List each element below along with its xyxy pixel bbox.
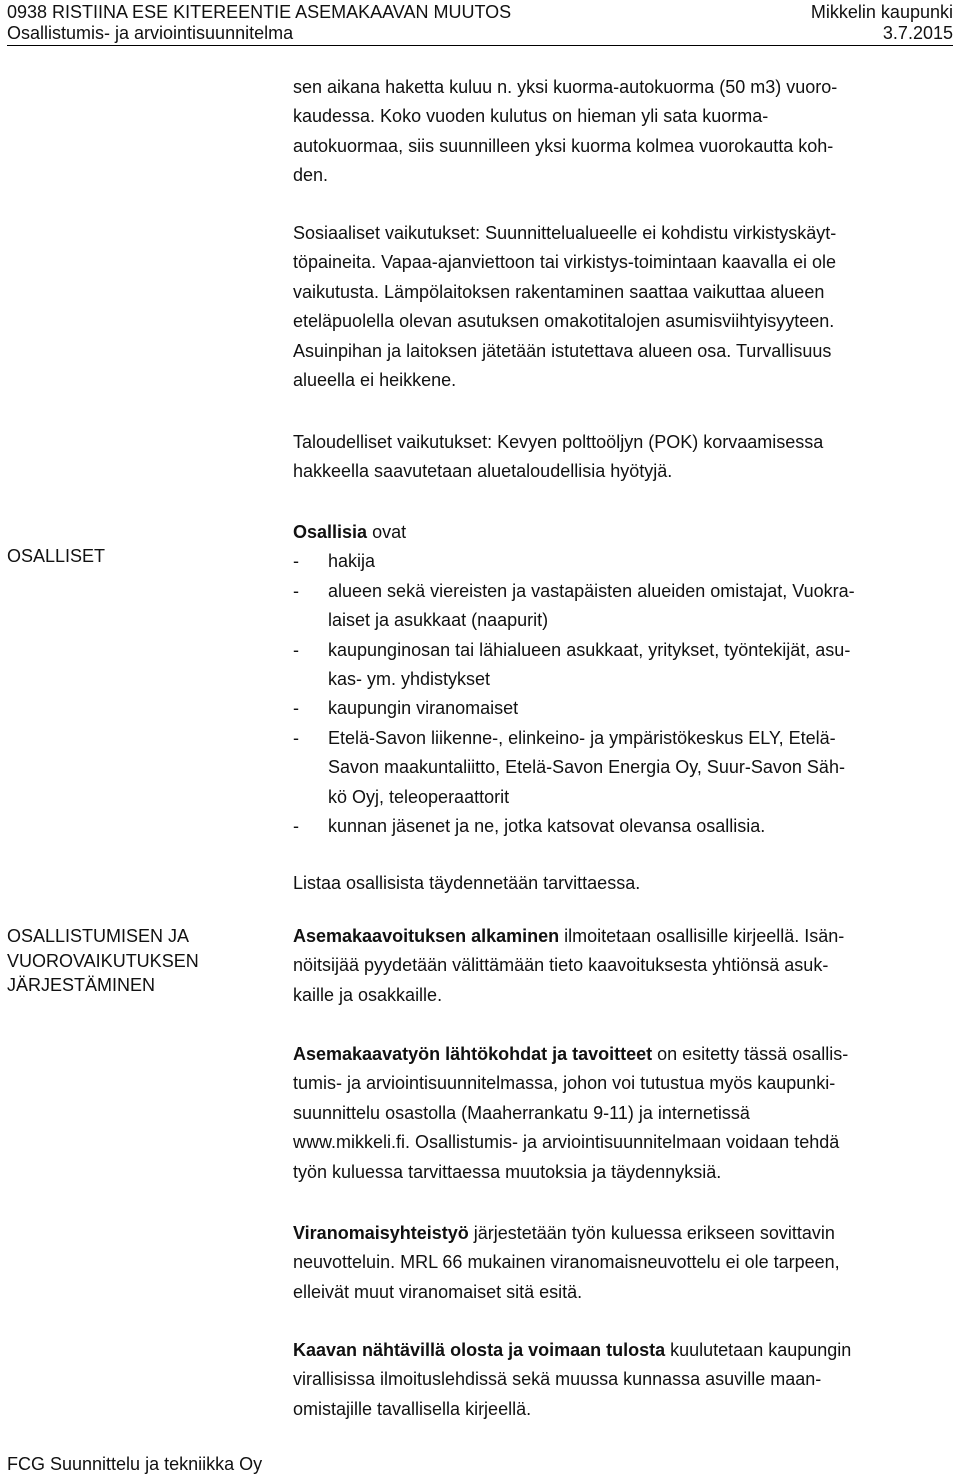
text-line: elleivät muut viranomaiset sitä esitä. bbox=[293, 1281, 583, 1302]
text-line: alueella ei heikkene. bbox=[293, 370, 457, 391]
text-line: Asemakaavatyön lähtökohdat ja tavoitteet on esitetty tässä osallis- bbox=[293, 1044, 849, 1064]
text-line: www.mikkeli.fi. Osallistumis- ja arviointisuunnitelmaan voidaan tehdä bbox=[293, 1132, 840, 1153]
text-line: töpaineita. Vapaa-ajanviettoon tai virkistys-toimintaan kaavalla ei ole bbox=[293, 252, 836, 273]
text-line: hakkeella saavutetaan aluetaloudellisia hyötyjä. bbox=[293, 461, 673, 482]
list-item: - kaupungin viranomaiset bbox=[293, 698, 519, 719]
document-subtitle: Osallistumis- ja arviointisuunnitelma bbox=[7, 23, 294, 43]
text-line: Viranomaisyhteistyö järjestetään työn kuluessa erikseen sovittavin bbox=[293, 1223, 835, 1243]
osalliset-heading: Osallisia ovat bbox=[293, 522, 407, 542]
text-line: työn kuluessa tarvittaessa muutoksia ja täydennyksiä. bbox=[293, 1161, 722, 1182]
text-line: Sosiaaliset vaikutukset: Suunnittelualueelle ei kohdistu virkistyskäyt- bbox=[293, 223, 837, 243]
page-header bbox=[7, 0, 953, 46]
list-item: - kunnan jäsenet ja ne, jotka katsovat olevansa osallisia. bbox=[293, 816, 766, 837]
osalliset-list bbox=[293, 518, 960, 841]
text-line: neuvotteluin. MRL 66 mukainen viranomaisneuvottelu ei ole tarpeen, bbox=[293, 1252, 840, 1273]
text-line: omistajille tavallisella kirjeellä. bbox=[293, 1398, 532, 1419]
social-impacts-term: Sosiaaliset vaikutukset bbox=[293, 223, 476, 243]
text-line: sen aikana haketta kuluu n. yksi kuorma-autokuorma (50 m3) vuoro- bbox=[293, 77, 838, 97]
text-line: kaille ja osakkaille. bbox=[293, 984, 443, 1005]
participation-paragraph-4 bbox=[293, 1336, 960, 1424]
list-item: - kaupunginosan tai lähialueen asukkaat, yritykset, työntekijät, asu- kas- ym. yhdistykset bbox=[293, 639, 851, 690]
text-line: Taloudelliset vaikutukset: Kevyen polttoöljyn (POK) korvaamisessa bbox=[293, 432, 824, 452]
intro-paragraph bbox=[293, 73, 960, 191]
economic-impacts-term: Taloudelliset vaikutukset bbox=[293, 432, 488, 452]
text-line: kaudessa. Koko vuoden kulutus on hieman yli sata kuorma- bbox=[293, 106, 769, 127]
list-item: - alueen sekä viereisten ja vastapäisten alueiden omistajat, Vuokra- laiset ja asukkaat (naapurit) bbox=[293, 580, 855, 631]
section-label-participation: OSALLISTUMISEN JA VUOROVAIKUTUKSEN JÄRJESTÄMINEN bbox=[7, 926, 199, 995]
text-line: Asemakaavoituksen alkaminen ilmoitetaan osallisille kirjeellä. Isän- bbox=[293, 926, 845, 946]
document-date: 3.7.2015 bbox=[882, 23, 953, 43]
participation-paragraph-3 bbox=[293, 1219, 960, 1307]
document-title: 0938 RISTIINA ESE KITEREENTIE ASEMAKAAVAN MUUTOS bbox=[7, 2, 512, 22]
text-line: autokuormaa, siis suunnilleen yksi kuorma kolmea vuorokautta koh- bbox=[293, 135, 834, 156]
text-line: nöitsijää pyydetään välittämään tieto kaavoituksesta yhtiönsä asuk- bbox=[293, 955, 829, 976]
text-line: Kaavan nähtävillä olosta ja voimaan tulosta kuulutetaan kaupungin bbox=[293, 1340, 852, 1360]
text-line: tumis- ja arviointisuunnitelmassa, johon voi tutustua myös kaupunki- bbox=[293, 1073, 836, 1094]
text-line: virallisissa ilmoituslehdissä sekä muussa kunnassa asuville maan- bbox=[293, 1369, 822, 1390]
text-line: eteläpuolella olevan asutuksen omakotitalojen asumisviihtyisyyteen. bbox=[293, 311, 835, 332]
text-line: Asuinpihan ja laitoksen jätetään istutettava alueen osa. Turvallisuus bbox=[293, 340, 832, 361]
text-line: suunnittelu osastolla (Maaherrankatu 9-11) ja internetissä bbox=[293, 1102, 750, 1123]
participation-paragraph-2 bbox=[293, 1040, 960, 1187]
social-impacts-paragraph bbox=[293, 219, 960, 395]
list-item: - Etelä-Savon liikenne-, elinkeino- ja ympäristökeskus ELY, Etelä- Savon maakuntaliitto, Etelä-Savon Energia Oy, Suur-Savon Säh- kö Oyj, teleoperaattorit bbox=[293, 727, 845, 807]
header-rule bbox=[7, 45, 953, 46]
participation-paragraph-1 bbox=[293, 922, 960, 1010]
organization-name: Mikkelin kaupunki bbox=[810, 2, 953, 22]
list-item: - hakija bbox=[293, 551, 376, 572]
section-label-osalliset: OSALLISET bbox=[7, 546, 106, 566]
osalliset-note: Listaa osallisista täydennetään tarvittaessa. bbox=[293, 873, 641, 893]
page-footer: FCG Suunnittelu ja tekniikka Oy bbox=[7, 1454, 263, 1474]
economic-impacts-paragraph bbox=[293, 428, 960, 487]
text-line: den. bbox=[293, 165, 329, 186]
text-line: vaikutusta. Lämpölaitoksen rakentaminen saattaa vaikuttaa alueen bbox=[293, 281, 825, 302]
